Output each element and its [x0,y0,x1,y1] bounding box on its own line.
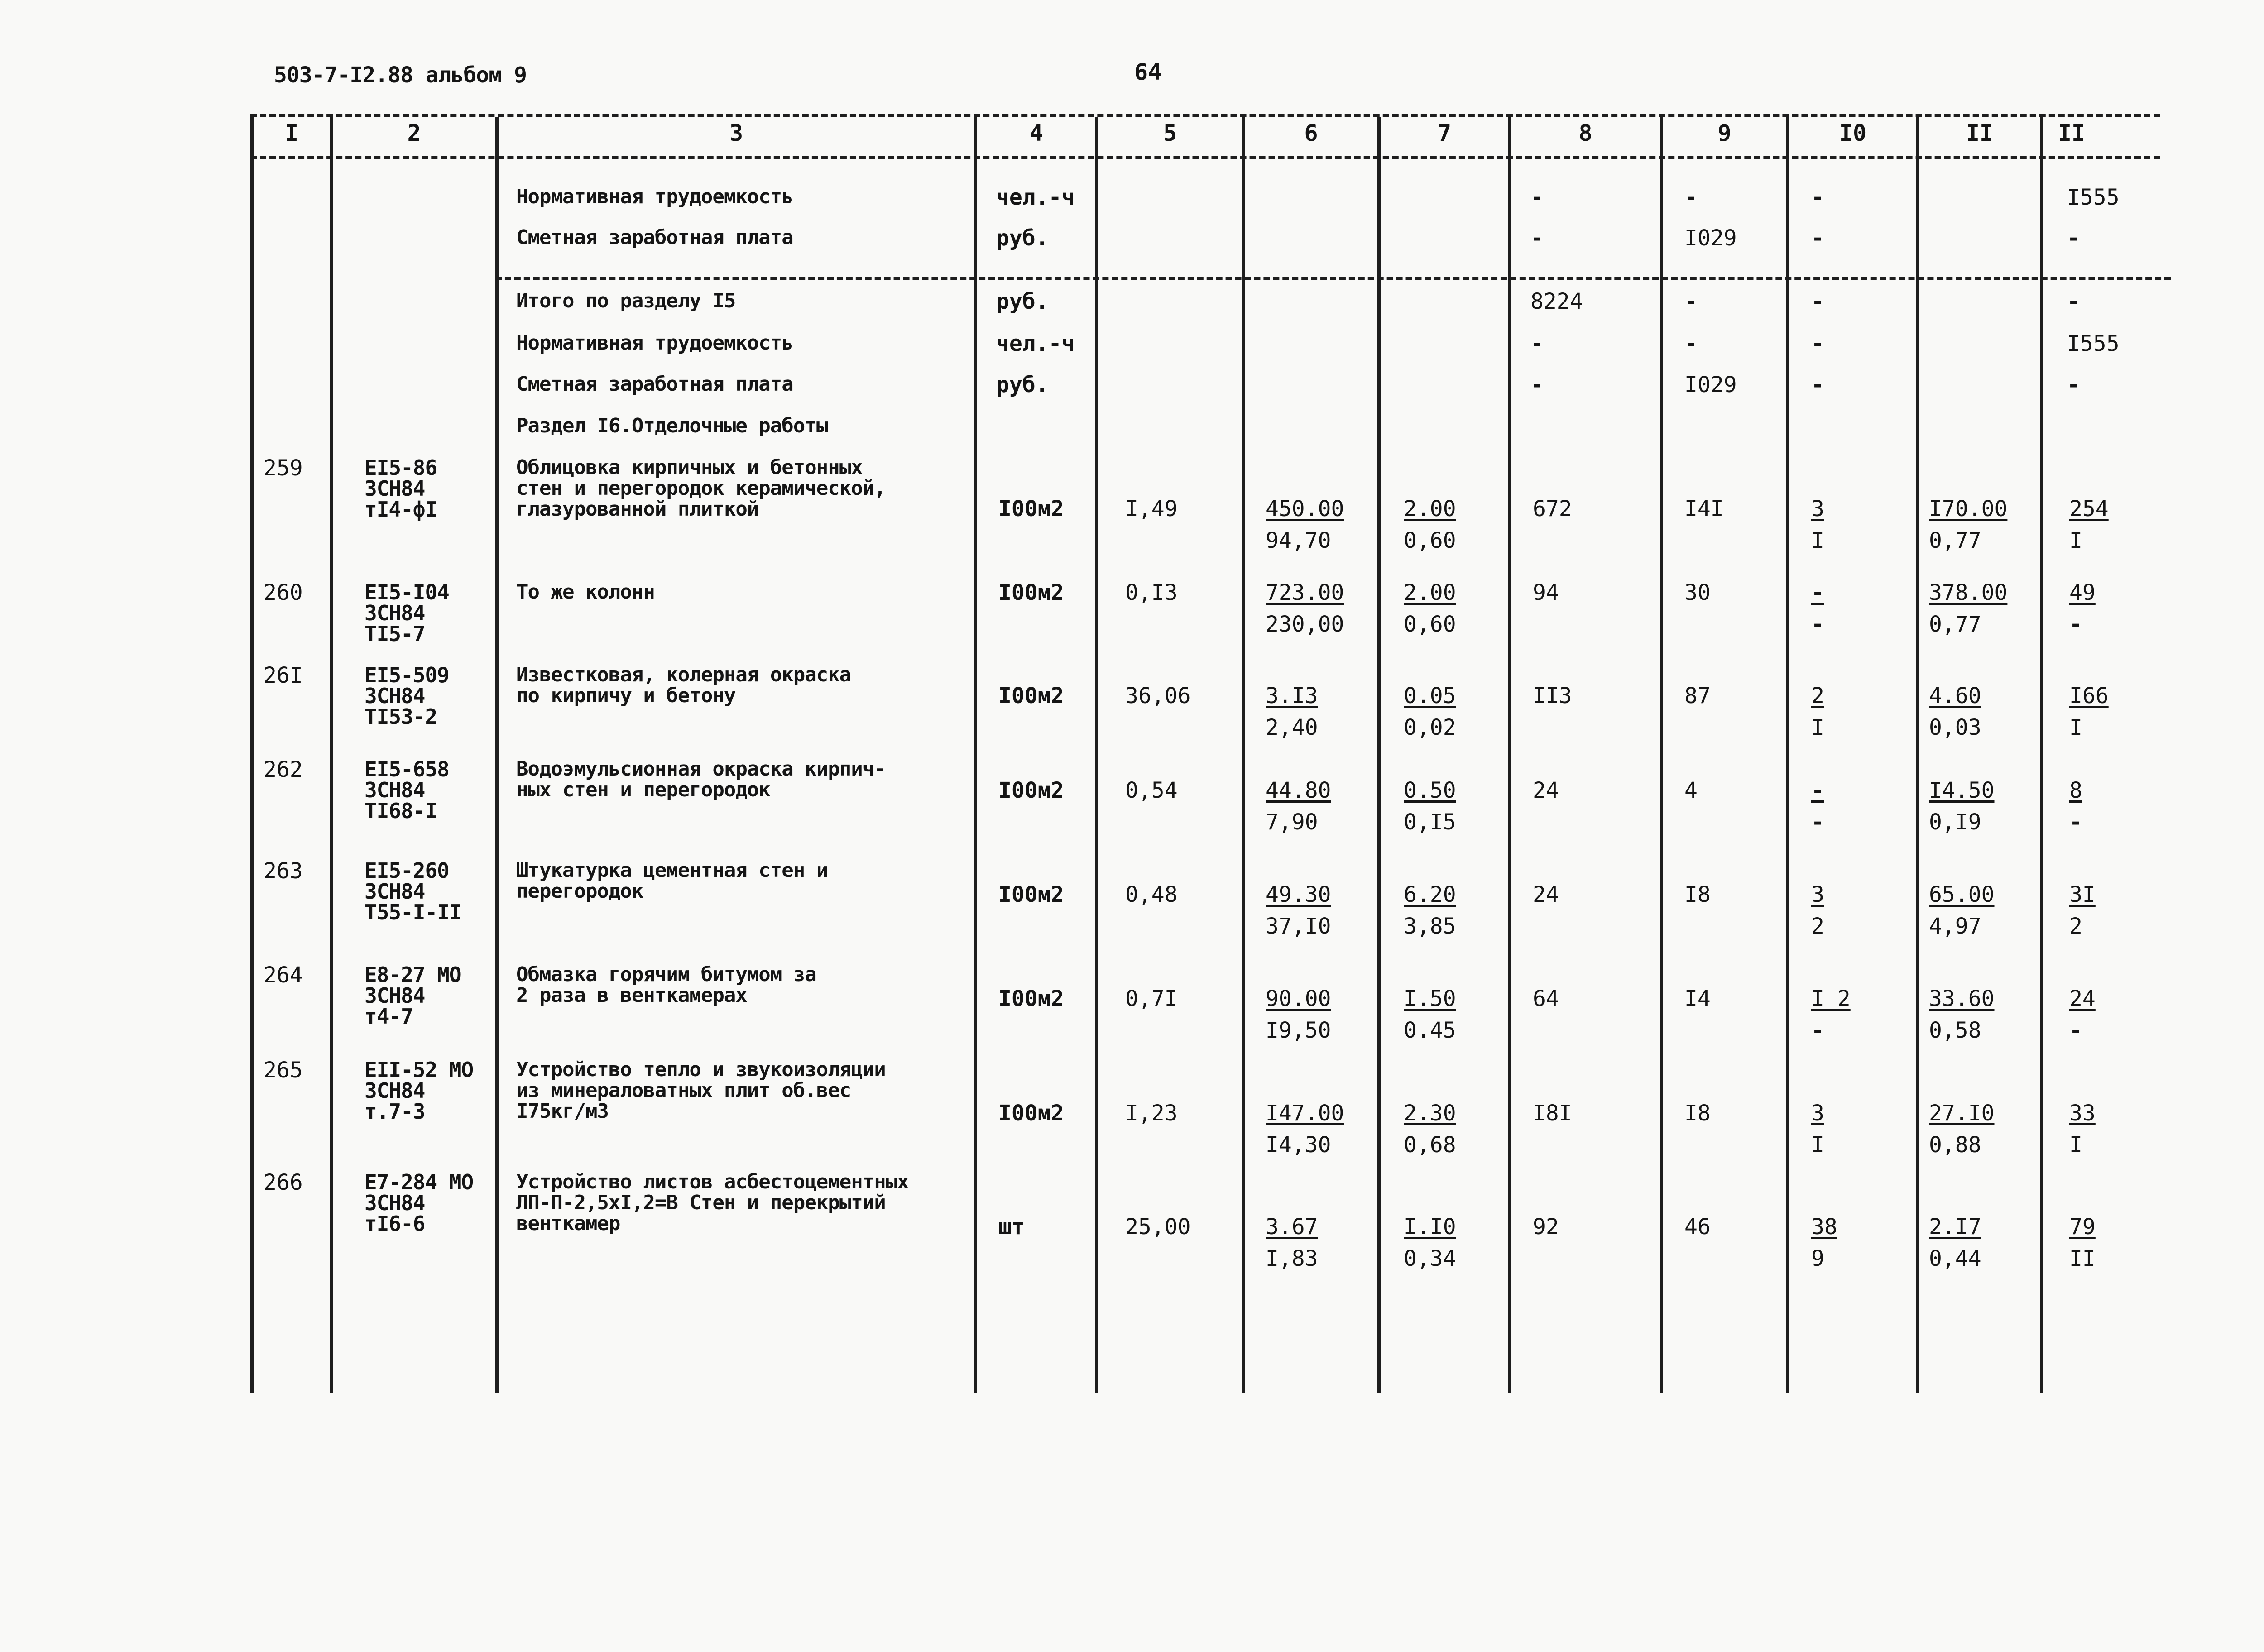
section-divider-line [495,277,2171,280]
column-header: 4 [1029,120,1043,146]
row-code-line: TI5-7 [365,622,425,646]
row-c12-top: 49 [2069,580,2096,605]
summary-c12: I555 [2067,185,2120,210]
row-c8: II3 [1533,683,1572,709]
header-bottom-line [250,156,2160,159]
row-c7-bottom: 0.45 [1404,1018,1456,1043]
row-code-line: 3CH84 [365,476,425,501]
col-line [1786,117,1789,1393]
row-c12-bottom: 2 [2069,914,2082,939]
row-code-line: тI4-фI [365,497,437,522]
row-c12-top: 254 [2069,496,2109,522]
page-number: 64 [1134,59,1162,85]
row-unit: шт [998,1214,1025,1240]
col-line [1377,117,1381,1393]
row-quantity: I,23 [1125,1101,1178,1126]
col-line [330,117,333,1393]
summary-c9: - [1684,331,1698,356]
row-code-line: 3CH84 [365,1191,425,1215]
row-c11-top: 2.I7 [1929,1214,1981,1240]
row-code-line: TI53-2 [365,704,437,729]
row-c7-top: 0.05 [1404,683,1456,709]
row-number: 262 [264,757,303,782]
row-code-line: тI6-6 [365,1211,425,1236]
row-unit: I00м2 [998,683,1064,709]
row-c7-bottom: 0,60 [1404,612,1456,637]
row-c12-top: 79 [2069,1214,2096,1240]
row-c12-bottom: I [2069,1132,2082,1158]
row-quantity: I,49 [1125,496,1178,522]
summary-name: Итого по разделу I5 [516,289,736,312]
column-header: 3 [729,120,743,146]
row-c10-top: 3 [1811,1101,1824,1126]
row-code-line: 3CH84 [365,879,425,904]
row-c10-top: 3 [1811,496,1824,522]
row-description-line: Устройство листов асбестоцементных [516,1170,909,1193]
row-c12-bottom: II [2069,1246,2096,1271]
row-quantity: 0,I3 [1125,580,1178,605]
row-c6-bottom: I9,50 [1266,1018,1331,1043]
row-c7-top: I.I0 [1404,1214,1456,1240]
row-c11-bottom: 0,I9 [1929,809,1981,835]
row-c7-top: 2.00 [1404,580,1456,605]
row-c7-top: 6.20 [1404,882,1456,907]
row-code-line: EI5-I04 [365,580,449,604]
row-c6-bottom: 37,I0 [1266,914,1331,939]
row-code-line: т.7-3 [365,1099,425,1124]
col-line [1095,117,1098,1393]
row-description-line: Обмазка горячим битумом за [516,963,816,986]
row-c8: 24 [1533,882,1559,907]
column-header: 2 [407,120,421,146]
row-unit: I00м2 [998,882,1064,907]
row-description-line: Штукатурка цементная стен и [516,859,828,882]
row-c11-top: 27.I0 [1929,1101,1995,1126]
column-header: I0 [1839,120,1867,146]
col-line [250,117,254,1393]
col-line [974,117,977,1393]
row-c6-bottom: 2,40 [1266,715,1318,740]
row-c11-bottom: 4,97 [1929,914,1981,939]
row-c10-top: I 2 [1811,986,1851,1011]
row-c7-bottom: 3,85 [1404,914,1456,939]
summary-unit: чел.-ч [996,185,1075,210]
row-c11-bottom: 0,03 [1929,715,1981,740]
column-header: 8 [1578,120,1592,146]
row-number: 265 [264,1058,303,1083]
row-c12-top: 3I [2069,882,2096,907]
col-line [1660,117,1663,1393]
row-c12-top: 33 [2069,1101,2096,1126]
row-code-line: 3CH84 [365,778,425,802]
row-c12-top: 24 [2069,986,2096,1011]
row-c11-bottom: 0,44 [1929,1246,1981,1271]
summary-c9: - [1684,289,1698,314]
row-number: 263 [264,858,303,884]
row-number: 259 [264,455,303,481]
row-description-line: перегородок [516,880,643,903]
row-code-line: 3CH84 [365,684,425,708]
row-description-line: венткамер [516,1212,620,1235]
row-code-line: 3CH84 [365,983,425,1008]
summary-c10: - [1811,372,1824,397]
summary-c10: - [1811,225,1824,251]
summary-c10: - [1811,185,1824,210]
row-c11-top: I4.50 [1929,778,1995,803]
row-c6-bottom: I4,30 [1266,1132,1331,1158]
row-quantity: 36,06 [1125,683,1191,709]
row-c6-top: 49.30 [1266,882,1331,907]
row-description-line: Водоэмульсионная окраска кирпич- [516,757,886,781]
row-code-line: EI5-509 [365,663,449,687]
row-c11-top: I70.00 [1929,496,2008,522]
row-c6-top: 3.67 [1266,1214,1318,1240]
row-description-line: из минераловатных плит об.вес [516,1079,851,1102]
row-c10-top: - [1811,580,1824,605]
row-c10-bottom: I [1811,1132,1824,1158]
row-c7-bottom: 0,60 [1404,528,1456,553]
row-c7-bottom: 0,I5 [1404,809,1456,835]
row-unit: I00м2 [998,778,1064,803]
summary-c9: I029 [1684,225,1737,251]
row-description-line: ных стен и перегородок [516,778,770,801]
row-c7-top: 2.00 [1404,496,1456,522]
summary-c8: - [1530,372,1544,397]
column-header: 5 [1163,120,1177,146]
summary-unit: руб. [996,225,1049,251]
row-unit: I00м2 [998,496,1064,522]
row-c6-bottom: 230,00 [1266,612,1344,637]
row-c6-top: 44.80 [1266,778,1331,803]
row-c10-bottom: - [1811,1018,1824,1043]
column-header: II [2058,120,2086,146]
summary-c12: I555 [2067,331,2120,356]
row-c10-bottom: 9 [1811,1246,1824,1271]
column-header: 9 [1717,120,1732,146]
row-code-line: E7-284 MO [365,1170,474,1194]
row-code-line: EII-52 MO [365,1058,474,1082]
summary-name: Сметная заработная плата [516,226,793,249]
summary-unit: чел.-ч [996,331,1075,356]
row-c10-bottom: - [1811,612,1824,637]
row-c8: 64 [1533,986,1559,1011]
row-code-line: T55-I-II [365,900,461,924]
row-unit: I00м2 [998,1101,1064,1126]
summary-c8: 8224 [1530,289,1583,314]
summary-c12: - [2067,225,2080,251]
summary-c12: - [2067,289,2080,314]
row-c9: 4 [1684,778,1698,803]
row-c10-bottom: 2 [1811,914,1824,939]
header-top-line [250,114,2160,117]
row-quantity: 0,48 [1125,882,1178,907]
row-description-line: Известковая, колерная окраска [516,663,851,686]
row-c7-top: 0.50 [1404,778,1456,803]
row-c11-bottom: 0,77 [1929,528,1981,553]
row-code-line: 3CH84 [365,1078,425,1103]
row-description-line: глазурованной плиткой [516,498,759,521]
row-c10-top: - [1811,778,1824,803]
row-c8: 92 [1533,1214,1559,1240]
row-c11-top: 65.00 [1929,882,1995,907]
row-c9: 87 [1684,683,1711,709]
row-c9: I4I [1684,496,1724,522]
row-c7-bottom: 0,34 [1404,1246,1456,1271]
row-c6-top: 450.00 [1266,496,1344,522]
row-c10-top: 38 [1811,1214,1837,1240]
row-c10-bottom: I [1811,528,1824,553]
row-c8: 94 [1533,580,1559,605]
row-number: 26I [264,663,303,688]
row-c11-bottom: 0,58 [1929,1018,1981,1043]
col-line [495,117,499,1393]
col-line [1916,117,1919,1393]
row-c12-bottom: - [2069,1018,2082,1043]
row-c7-bottom: 0,02 [1404,715,1456,740]
column-header: 7 [1437,120,1452,146]
summary-c8: - [1530,185,1544,210]
summary-unit: руб. [996,289,1049,314]
row-c7-top: I.50 [1404,986,1456,1011]
summary-name: Сметная заработная плата [516,373,793,396]
row-code-line: TI68-I [365,799,437,823]
row-c12-bottom: I [2069,528,2082,553]
row-code-line: EI5-86 [365,455,437,480]
row-c12-top: 8 [2069,778,2082,803]
row-unit: I00м2 [998,580,1064,605]
row-c9: 46 [1684,1214,1711,1240]
row-c8: 672 [1533,496,1572,522]
row-description-line: 2 раза в венткамерах [516,984,747,1007]
row-description-line: Облицовка кирпичных и бетонных [516,456,863,479]
row-c10-bottom: - [1811,809,1824,835]
column-header: I [284,120,299,146]
row-c11-top: 33.60 [1929,986,1995,1011]
summary-c8: - [1530,331,1544,356]
row-c7-bottom: 0,68 [1404,1132,1456,1158]
row-c6-top: 723.00 [1266,580,1344,605]
row-c6-bottom: 7,90 [1266,809,1318,835]
row-description-line: I75кг/м3 [516,1100,609,1123]
row-c9: I8 [1684,882,1711,907]
summary-unit: руб. [996,372,1049,397]
row-c12-bottom: - [2069,809,2082,835]
row-code-line: EI5-260 [365,858,449,883]
row-c6-bottom: 94,70 [1266,528,1331,553]
column-header: II [1966,120,1994,146]
col-line [2040,117,2043,1393]
row-c12-top: I66 [2069,683,2109,709]
row-c8: 24 [1533,778,1559,803]
col-line [1242,117,1245,1393]
row-c9: 30 [1684,580,1711,605]
summary-c8: - [1530,225,1544,251]
row-c11-top: 4.60 [1929,683,1981,709]
row-number: 266 [264,1170,303,1195]
row-c10-bottom: I [1811,715,1824,740]
document-code: 503-7-I2.88 альбом 9 [274,62,527,88]
row-description-line: То же колонн [516,580,655,603]
row-description-line: ЛП-П-2,5хI,2=В Стен и перекрытий [516,1191,886,1214]
row-c11-bottom: 0,77 [1929,612,1981,637]
row-c11-bottom: 0,88 [1929,1132,1981,1158]
column-header: 6 [1304,120,1318,146]
summary-name: Нормативная трудоемкость [516,185,793,208]
row-c8: I8I [1533,1101,1572,1126]
row-quantity: 0,7I [1125,986,1178,1011]
row-description-line: по кирпичу и бетону [516,684,736,707]
row-c10-top: 2 [1811,683,1824,709]
row-c10-top: 3 [1811,882,1824,907]
row-c6-top: 90.00 [1266,986,1331,1011]
summary-c9: - [1684,185,1698,210]
row-unit: I00м2 [998,986,1064,1011]
row-quantity: 25,00 [1125,1214,1191,1240]
summary-c10: - [1811,331,1824,356]
row-number: 264 [264,962,303,988]
row-code-line: т4-7 [365,1004,413,1029]
row-quantity: 0,54 [1125,778,1178,803]
row-c6-top: I47.00 [1266,1101,1344,1126]
summary-c12: - [2067,372,2080,397]
row-c12-bottom: - [2069,612,2082,637]
row-description-line: Устройство тепло и звукоизоляции [516,1058,886,1081]
summary-c9: I029 [1684,372,1737,397]
row-number: 260 [264,580,303,605]
row-code-line: E8-27 MO [365,962,461,987]
summary-name: Нормативная трудоемкость [516,331,793,354]
row-c11-top: 378.00 [1929,580,2008,605]
row-code-line: EI5-658 [365,757,449,781]
summary-c10: - [1811,289,1824,314]
row-c9: I8 [1684,1101,1711,1126]
row-code-line: 3CH84 [365,601,425,625]
row-c6-top: 3.I3 [1266,683,1318,709]
row-c12-bottom: I [2069,715,2082,740]
row-c6-bottom: I,83 [1266,1246,1318,1271]
section-title: Раздел I6.Отделочные работы [516,414,828,437]
row-c7-top: 2.30 [1404,1101,1456,1126]
row-description-line: стен и перегородок керамической, [516,477,886,500]
col-line [1508,117,1511,1393]
row-c9: I4 [1684,986,1711,1011]
